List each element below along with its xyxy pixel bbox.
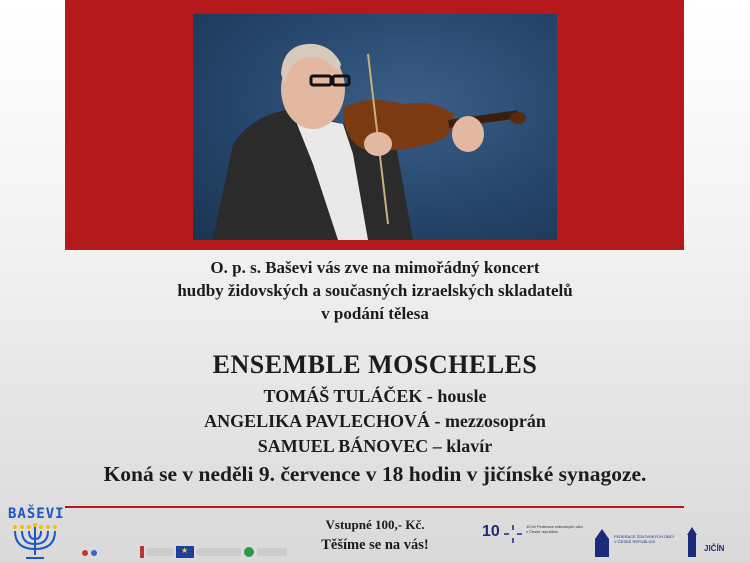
ten-years-text: 10 let Federace židovských obcí v České republice	[526, 524, 584, 534]
member-mezzosoprano: ANGELIKA PAVLECHOVÁ - mezzosoprán	[204, 411, 546, 431]
red-divider	[65, 506, 684, 508]
invitation-line-3: v podání tělesa	[321, 304, 429, 323]
partner-text-block	[147, 548, 173, 556]
sparkle-icon	[502, 523, 524, 545]
jicin-text: JIČÍN	[704, 544, 725, 553]
ten-years-number: 10	[482, 523, 500, 540]
invitation-line-2: hudby židovských a současných izraelských skladatelů	[177, 281, 573, 300]
partner-logo-3	[244, 545, 287, 559]
invitation-line-1: O. p. s. Baševi vás zve na mimořádný koncert	[210, 258, 540, 277]
member-violin: TOMÁŠ TULÁČEK - housle	[263, 386, 487, 406]
violinist-photo	[193, 14, 557, 240]
event-date-place: Koná se v neděli 9. července v 18 hodin v jičínské synagoze.	[103, 462, 647, 486]
basevi-logo-text: BAŠEVI	[8, 506, 65, 522]
eu-logo	[176, 545, 241, 559]
partner-logo-1	[82, 546, 128, 560]
federace-logo	[592, 527, 674, 562]
partner-logo-2	[140, 545, 173, 559]
ten-years-logo	[482, 523, 584, 541]
menorah-logo-icon	[2, 505, 68, 563]
entrance-fee: Vstupné 100,- Kč.	[325, 517, 425, 532]
town-tower-icon	[682, 527, 702, 557]
closing-greeting: Těšíme se na vás!	[321, 537, 429, 553]
eu-flag-icon	[176, 546, 194, 558]
leaf-icon	[244, 547, 254, 557]
federace-text: FEDERACE ŽIDOVSKÝCH OBCÍ V ČESKÉ REPUBLICE	[614, 534, 674, 544]
partner-dot-icon	[91, 550, 97, 556]
eu-text-block	[197, 548, 241, 556]
partner-dot-icon	[82, 550, 88, 556]
partner-text-block	[257, 548, 287, 556]
member-piano: SAMUEL BÁNOVEC – klavír	[257, 436, 493, 456]
ensemble-name: ENSEMBLE MOSCHELES	[212, 350, 538, 379]
jicin-logo	[682, 527, 725, 562]
flag-bar-icon	[140, 546, 144, 558]
synagogue-building-icon	[592, 527, 612, 557]
